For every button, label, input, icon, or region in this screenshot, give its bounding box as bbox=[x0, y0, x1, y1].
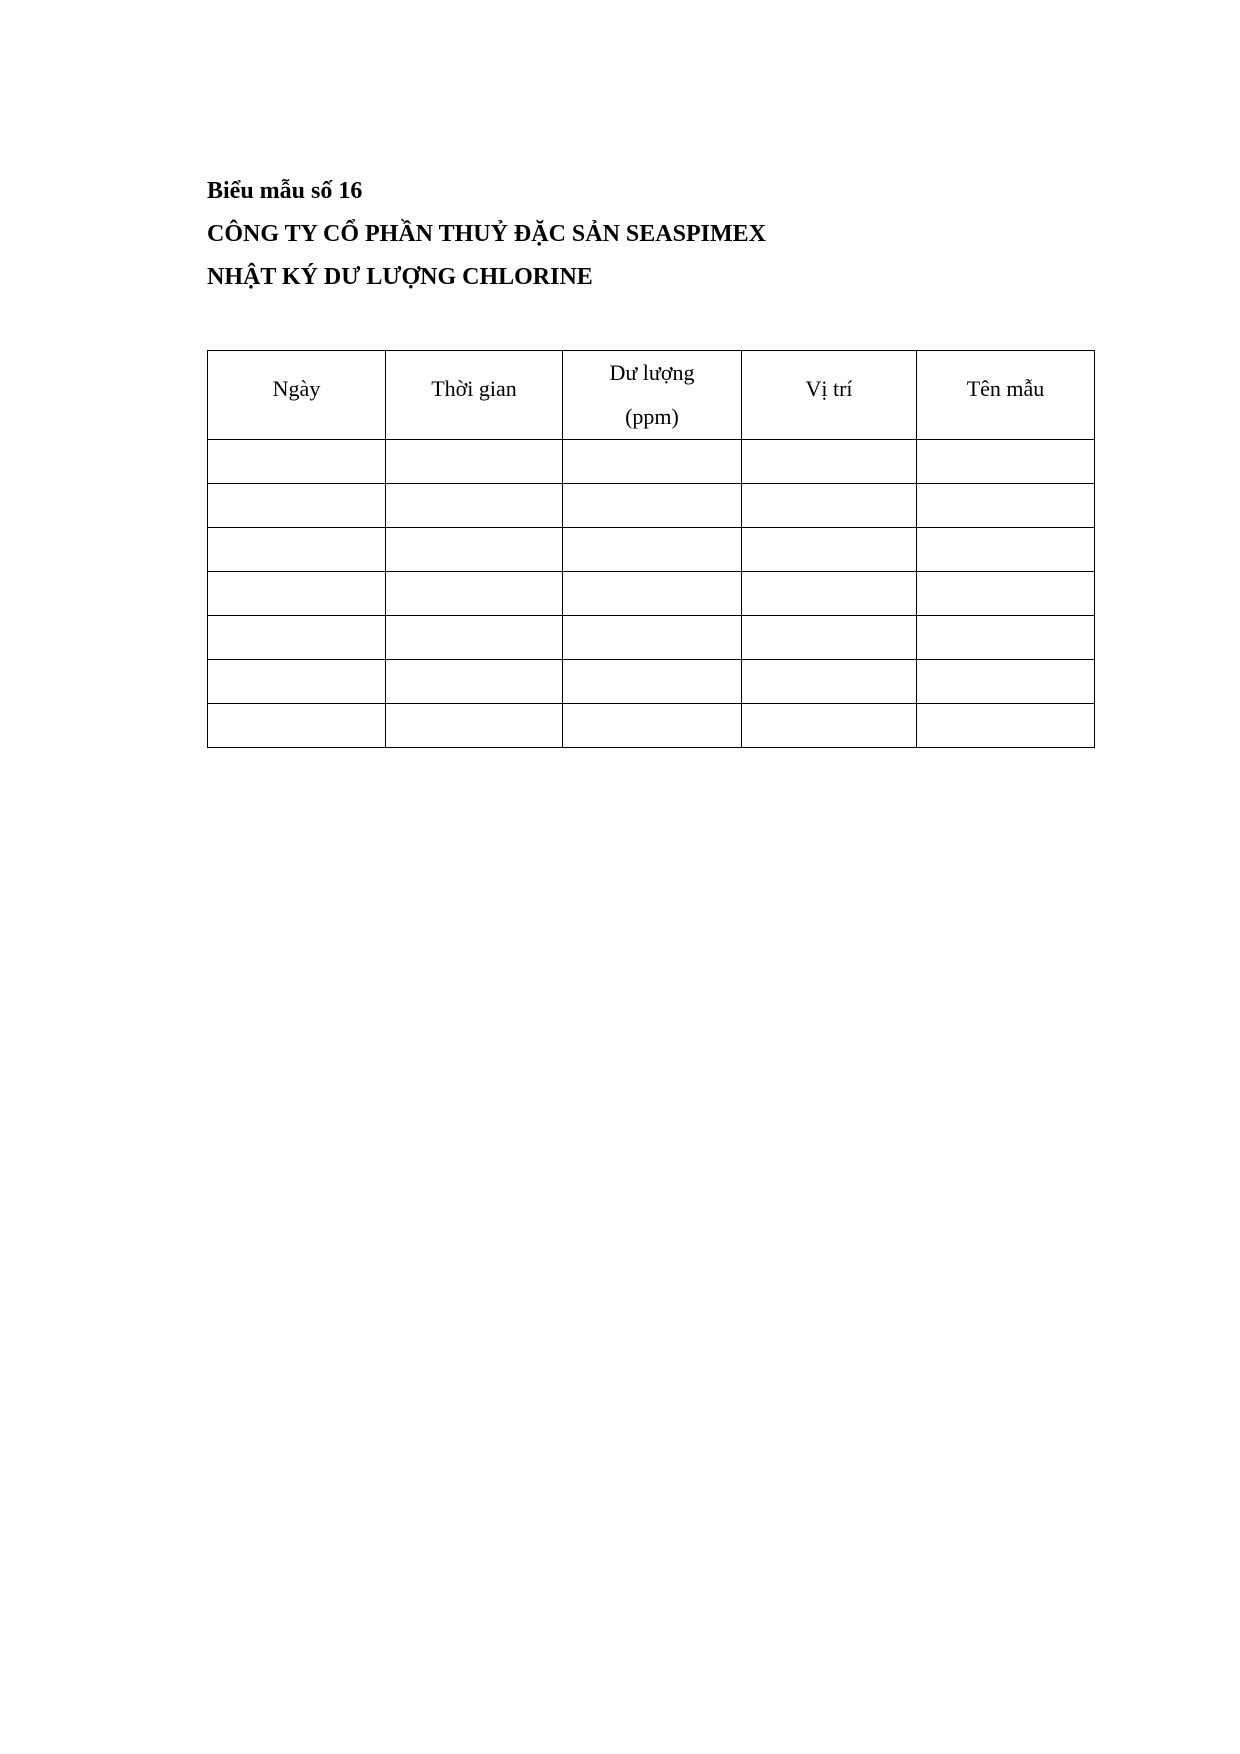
table-cell bbox=[742, 616, 917, 660]
table-cell bbox=[563, 484, 742, 528]
table-cell bbox=[917, 528, 1095, 572]
table-cell bbox=[563, 616, 742, 660]
table-cell bbox=[563, 660, 742, 704]
table-cell bbox=[917, 440, 1095, 484]
table-row bbox=[208, 572, 1095, 616]
table-cell bbox=[917, 484, 1095, 528]
table-row bbox=[208, 616, 1095, 660]
table-row bbox=[208, 440, 1095, 484]
table-cell bbox=[386, 616, 563, 660]
table-cell bbox=[386, 440, 563, 484]
table-cell bbox=[742, 660, 917, 704]
table-cell bbox=[386, 528, 563, 572]
header-date: Ngày bbox=[208, 351, 386, 440]
table-cell bbox=[208, 484, 386, 528]
header-time: Thời gian bbox=[386, 351, 563, 440]
table-cell bbox=[208, 660, 386, 704]
table-header-row bbox=[208, 351, 1095, 440]
table-cell bbox=[386, 484, 563, 528]
table-cell bbox=[742, 484, 917, 528]
chlorine-log-table bbox=[207, 350, 1095, 748]
table-cell bbox=[563, 572, 742, 616]
header-sample-name: Tên mẫu bbox=[917, 351, 1095, 440]
header-residual bbox=[563, 351, 742, 440]
table-cell bbox=[917, 616, 1095, 660]
form-number: Biểu mẫu số 16 bbox=[207, 178, 363, 204]
header-residual-label: Dư lượng bbox=[609, 360, 695, 385]
table-row bbox=[208, 484, 1095, 528]
table-cell bbox=[208, 572, 386, 616]
company-name: CÔNG TY CỔ PHẦN THUỶ ĐẶC SẢN SEASPIMEX bbox=[207, 221, 766, 247]
table-cell bbox=[208, 704, 386, 748]
table-cell bbox=[563, 440, 742, 484]
table-row bbox=[208, 660, 1095, 704]
log-title: NHẬT KÝ DƯ LƯỢNG CHLORINE bbox=[207, 264, 593, 290]
header-location: Vị trí bbox=[742, 351, 917, 440]
header-residual-unit: (ppm) bbox=[625, 404, 679, 429]
table-cell bbox=[208, 528, 386, 572]
table-row bbox=[208, 704, 1095, 748]
table-cell bbox=[563, 704, 742, 748]
table-cell bbox=[742, 440, 917, 484]
table-cell bbox=[917, 660, 1095, 704]
table-cell bbox=[563, 528, 742, 572]
table-cell bbox=[917, 704, 1095, 748]
table-cell bbox=[208, 440, 386, 484]
table-cell bbox=[742, 572, 917, 616]
table-cell bbox=[742, 528, 917, 572]
table-cell bbox=[386, 704, 563, 748]
table-row bbox=[208, 528, 1095, 572]
table-cell bbox=[917, 572, 1095, 616]
table-cell bbox=[208, 616, 386, 660]
table-cell bbox=[742, 704, 917, 748]
table-cell bbox=[386, 572, 563, 616]
table-cell bbox=[386, 660, 563, 704]
